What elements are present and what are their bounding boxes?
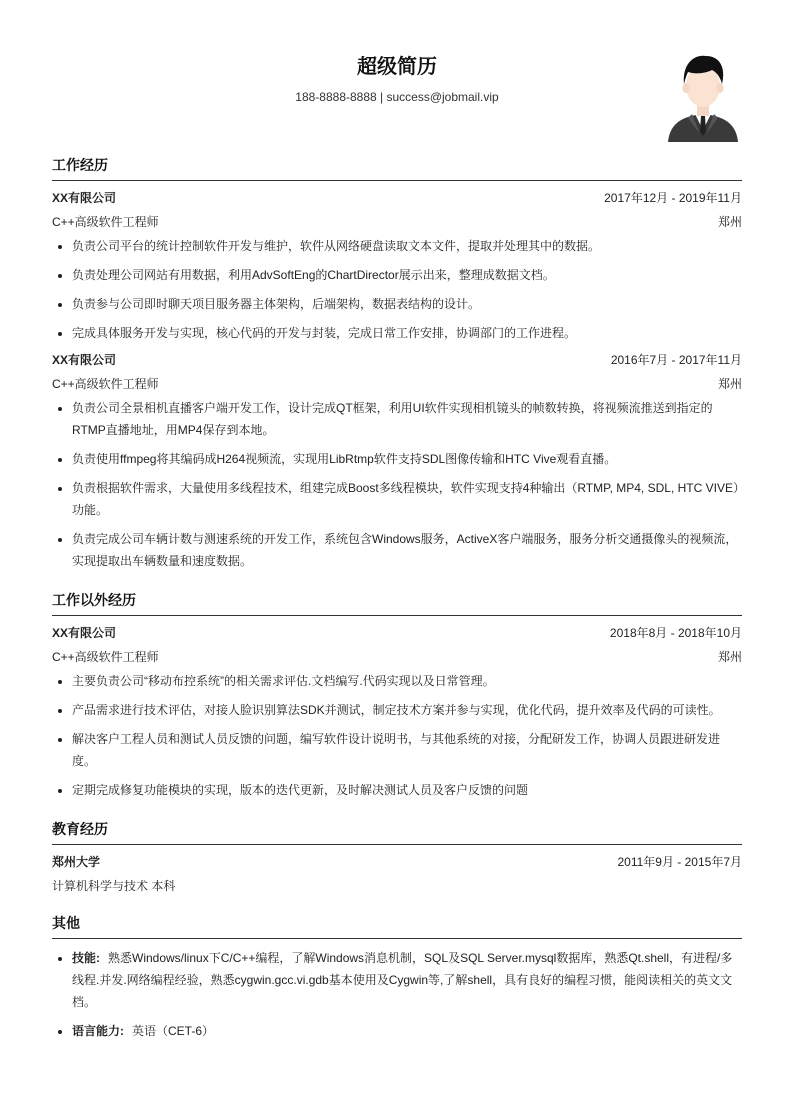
company-name: XX有限公司	[52, 191, 117, 205]
contact-info: 188-8888-8888 | success@jobmail.vip	[295, 90, 499, 104]
section-title-work: 工作经历	[52, 154, 742, 181]
location: 郑州	[717, 650, 742, 664]
extra-section	[52, 589, 742, 801]
bullet-list	[52, 670, 742, 801]
section-title-extra: 工作以外经历	[52, 589, 742, 616]
section-title-other: 其他	[52, 912, 742, 939]
bullet-list	[52, 947, 742, 1042]
date-range: 2016年7月 - 2017年11月	[610, 353, 742, 367]
extra-entry	[52, 624, 742, 801]
major: 计算机科学与技术 本科	[52, 879, 176, 893]
work-section	[52, 154, 742, 572]
avatar	[664, 50, 742, 142]
list-item: • 负责使用ffmpeg将其编码成H264视频流，实现用LibRtmp软件支持SDL图像传输和HTC Vive观看直播。	[72, 448, 742, 470]
list-item: • 负责参与公司即时聊天项目服务器主体架构，后端架构，数据表结构的设计。	[72, 293, 742, 315]
skill-text: 熟悉Windows/linux下C/C++编程，了解Windows消息机制，SQL及SQL Server.mysql数据库，熟悉Qt.shell，有进程/多线程.并发.网络编程经验，熟悉cygwin.gcc.vi.gdb基本使用及Cygwin等,了解shell，具有良好的编程习惯，能阅读相关的英文文档。	[72, 951, 733, 1009]
person-avatar-icon	[664, 50, 742, 142]
list-item: • 负责处理公司网站有用数据，利用AdvSoftEng的ChartDirector展示出来，整理成数据文档。	[72, 264, 742, 286]
list-item: • 定期完成修复功能模块的实现，版本的迭代更新，及时解决测试人员及客户反馈的问题	[72, 779, 742, 801]
company-name: XX有限公司	[52, 626, 117, 640]
location: 郑州	[717, 377, 742, 391]
job-title: C++高级软件工程师	[52, 215, 159, 229]
date-range: 2011年9月 - 2015年7月	[617, 855, 742, 869]
list-item	[72, 1020, 742, 1042]
resume-content	[52, 154, 742, 1059]
company-name: XX有限公司	[52, 353, 117, 367]
school-name: 郑州大学	[52, 855, 101, 869]
bullet-list	[52, 235, 742, 344]
list-item: • 主要负责公司“移动布控系统”的相关需求评估.文档编写.代码实现以及日常管理。	[72, 670, 742, 692]
language-label: 语言能力:	[72, 1024, 124, 1038]
list-item: • 负责根据软件需求，大量使用多线程技术，组建完成Boost多线程模块，软件实现支持4种输出（RTMP, MP4, SDL, HTC VIVE）功能。	[72, 477, 742, 521]
date-range: 2017年12月 - 2019年11月	[604, 191, 742, 205]
list-item: • 产品需求进行技术评估，对接人脸识别算法SDK并测试，制定技术方案并参与实现，优化代码，提升效率及代码的可读性。	[72, 699, 742, 721]
other-section	[52, 912, 742, 1042]
list-item: • 完成具体服务开发与实现，核心代码的开发与封装，完成日常工作安排，协调部门的工作进程。	[72, 322, 742, 344]
job-title: C++高级软件工程师	[52, 377, 159, 391]
list-item: • 解决客户工程人员和测试人员反馈的问题，编写软件设计说明书，与其他系统的对接，分配研发工作，协调人员跟进研发进度。	[72, 728, 742, 772]
skill-label: 技能:	[72, 951, 100, 965]
list-item: • 负责公司全景相机直播客户端开发工作，设计完成QT框架，利用UI软件实现相机镜头的帧数转换，将视频流推送到指定的RTMP直播地址，用MP4保存到本地。	[72, 397, 742, 441]
list-item: • 负责公司平台的统计控制软件开发与维护，软件从网络硬盘读取文本文件，提取并处理其中的数据。	[72, 235, 742, 257]
resume-name: 超级简历	[357, 56, 437, 78]
list-item	[72, 947, 742, 1013]
work-entry	[52, 351, 742, 572]
language-text: 英语（CET-6）	[132, 1024, 215, 1038]
section-title-education: 教育经历	[52, 818, 742, 845]
job-title: C++高级软件工程师	[52, 650, 159, 664]
location: 郑州	[717, 215, 742, 229]
work-entry	[52, 189, 742, 344]
bullet-list	[52, 397, 742, 572]
date-range: 2018年8月 - 2018年10月	[609, 626, 742, 640]
list-item: • 负责完成公司车辆计数与测速系统的开发工作，系统包含Windows服务，ActiveX客户端服务，服务分析交通摄像头的视频流，实现提取出车辆数量和速度数据。	[72, 528, 742, 572]
education-section	[52, 818, 742, 895]
